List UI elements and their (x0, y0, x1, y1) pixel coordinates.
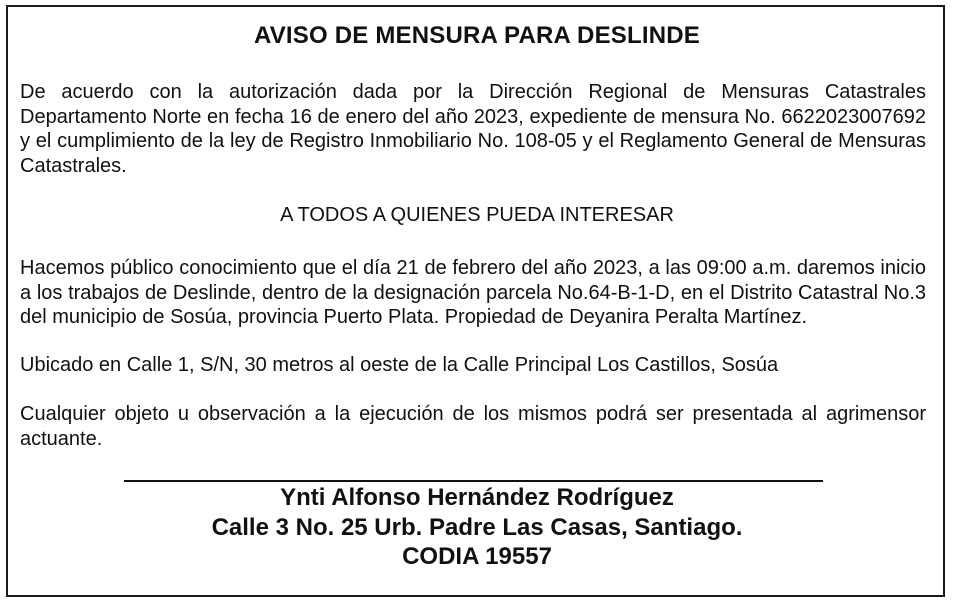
surveyor-name: Ynti Alfonso Hernández Rodríguez (280, 484, 674, 511)
surveyor-address: Calle 3 No. 25 Urb. Padre Las Casas, Santiago. (211, 514, 743, 541)
notice-title: AVISO DE MENSURA PARA DESLINDE (253, 22, 701, 49)
notice-subheading: A TODOS A QUIENES PUEDA INTERESAR (280, 204, 674, 226)
announcement-paragraph: Hacemos público conocimiento que el día 21 de febrero del año 2023, a las 09:00 a.m. daremos inicio a los trabajos de Deslinde, dentro de la designación parcela No.64-B-1-D, en el Distrito Catastral No.3 del municipio de Sosúa, provincia Puerto Plata. Propiedad de Deyanira Peralta Martínez. (20, 257, 926, 328)
location-paragraph: Ubicado en Calle 1, S/N, 30 metros al oeste de la Calle Principal Los Castillos, Sosúa (20, 354, 779, 376)
signature-line (124, 480, 823, 482)
authorization-paragraph: De acuerdo con la autorización dada por la Dirección Regional de Mensuras Catastrales Departamento Norte en fecha 16 de enero del año 2023, expediente de mensura No. 6622023007692 y el cumplimiento de la ley de Registro Inmobiliario No. 108-05 y el Reglamento General de Mensuras Catastrales. (20, 81, 926, 177)
surveyor-codia: CODIA 19557 (402, 543, 552, 570)
objection-paragraph: Cualquier objeto u observación a la ejecución de los mismos podrá ser presentada al agrimensor actuante. (20, 403, 926, 450)
